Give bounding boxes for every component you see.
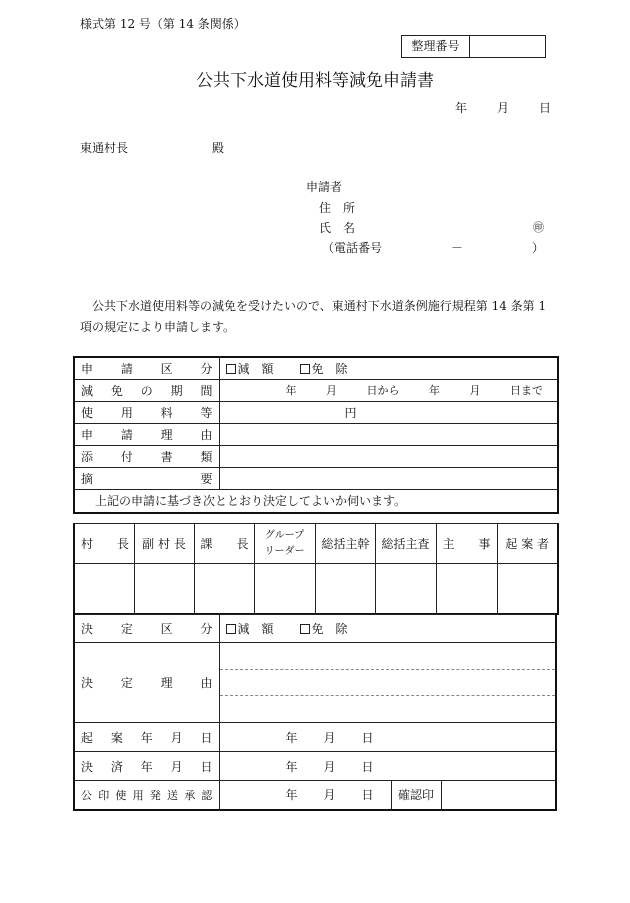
date-month: 月	[496, 101, 509, 115]
approval-notice: 上記の申請に基づき次ととおり決定してよいか伺います。	[74, 489, 558, 513]
seal-cell[interactable]	[497, 564, 558, 614]
form-number: 様式第 12 号（第 14 条関係）	[80, 17, 246, 31]
attachment-label: 添 付 書 類	[74, 445, 219, 467]
decision-reason-label: 決 定 理 由	[74, 643, 219, 723]
attachment-field[interactable]	[219, 445, 558, 467]
draft-date-label: 起 案 年 月 日	[74, 723, 219, 752]
final-date-field[interactable]: 年 月 日	[219, 752, 556, 781]
applicant-phone	[322, 239, 544, 256]
date-day: 日	[538, 101, 551, 115]
decision-reason-field[interactable]	[219, 643, 556, 723]
seal-use-label: 公 印 使 用 発 送 承 認	[74, 781, 219, 810]
fee-label: 使 用 料 等	[74, 401, 219, 423]
page-title: 公共下水道使用料等減免申請書	[196, 71, 434, 91]
role-chief-inspector: 総括主査	[375, 524, 436, 564]
final-date-label: 決 済 年 月 日	[74, 752, 219, 781]
reference-number-label: 整理番号	[402, 36, 470, 57]
applicant-label: 申請者	[306, 180, 343, 194]
reason-label: 申 請 理 由	[74, 423, 219, 445]
period-field[interactable]: 年 月 日から 年 月 日まで	[219, 379, 558, 401]
decision-reduce-checkbox[interactable]: 減 額	[226, 620, 274, 637]
decision-options	[219, 615, 556, 643]
period-label: 減 免 の 期 間	[74, 379, 219, 401]
addressee-honorific: 殿	[212, 141, 225, 155]
category-options	[219, 357, 558, 379]
seal-cell[interactable]	[134, 564, 194, 614]
confirm-seal-label: 確認印	[391, 781, 441, 810]
role-group-leader: グループ リーダー	[254, 524, 315, 564]
role-drafter: 起 案 者	[497, 524, 558, 564]
role-deputy-chief: 副 村 長	[134, 524, 194, 564]
role-chief-manager: 総括主幹	[315, 524, 375, 564]
application-date	[455, 99, 551, 116]
seal-cell[interactable]	[375, 564, 436, 614]
seal-cell[interactable]	[254, 564, 315, 614]
phone-close: ）	[531, 241, 544, 255]
phone-dash: －	[450, 241, 463, 255]
reduce-checkbox[interactable]: 減 額	[226, 360, 274, 377]
seal-cell[interactable]	[194, 564, 254, 614]
role-village-chief: 村 長	[74, 524, 134, 564]
fee-field[interactable]: 円	[219, 401, 558, 423]
role-staff: 主 事	[436, 524, 497, 564]
addressee: 東通村長	[80, 141, 129, 155]
confirm-seal-field[interactable]	[441, 781, 556, 810]
application-statement: 公共下水道使用料等の減免を受けたいので、東通村下水道条例施行規程第 14 条第 1 項の規定により申請します。	[80, 299, 547, 334]
applicant-name-label: 氏 名	[319, 221, 356, 235]
remarks-label: 摘 要	[74, 467, 219, 489]
application-table	[73, 356, 559, 514]
seal-cell[interactable]	[436, 564, 497, 614]
seal-cell[interactable]	[315, 564, 375, 614]
decision-exempt-checkbox[interactable]: 免 除	[300, 620, 348, 637]
role-section-chief: 課 長	[194, 524, 254, 564]
decision-category-label: 決 定 区 分	[74, 615, 219, 643]
draft-date-field[interactable]: 年 月 日	[219, 723, 556, 752]
seal-mark: ㊞	[533, 221, 544, 234]
phone-open: （電話番号	[322, 241, 383, 255]
remarks-field[interactable]	[219, 467, 558, 489]
reference-number-box	[401, 35, 546, 58]
seal-cell[interactable]	[74, 564, 134, 614]
exempt-checkbox[interactable]: 免 除	[300, 360, 348, 377]
approval-grid	[73, 523, 559, 615]
reason-field[interactable]	[219, 423, 558, 445]
category-label: 申 請 区 分	[74, 357, 219, 379]
date-year: 年	[455, 101, 468, 115]
applicant-address-label: 住 所	[319, 201, 356, 215]
decision-table	[73, 614, 557, 811]
seal-use-date-field[interactable]: 年 月 日	[219, 781, 391, 810]
reference-number-field[interactable]	[470, 36, 545, 57]
